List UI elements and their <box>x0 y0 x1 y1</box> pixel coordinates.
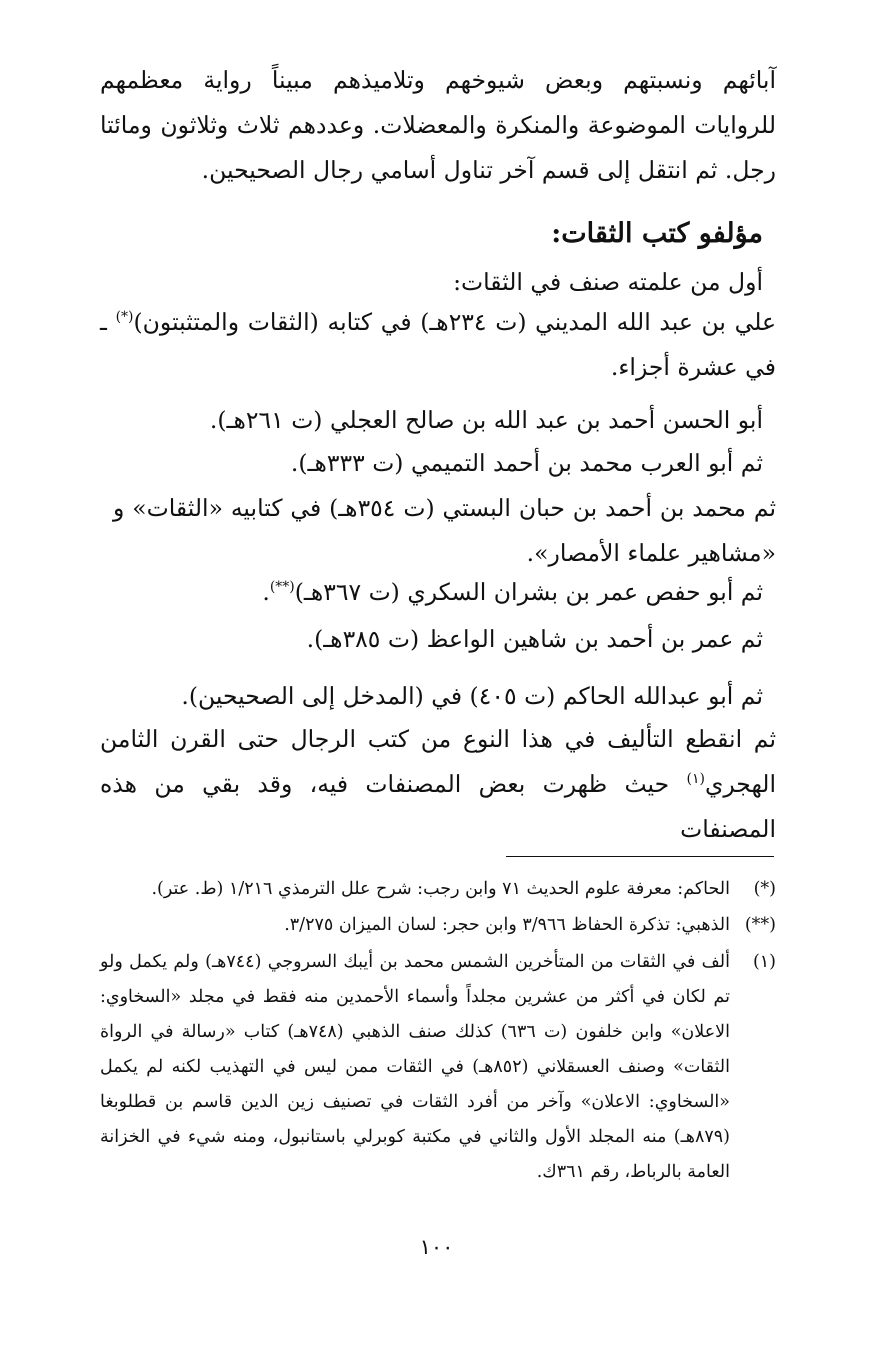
sukkari-entry-tail: . <box>262 578 270 606</box>
footnote-text: ألف في الثقات من المتأخرين الشمس محمد بن أيبك السروجي (٧٤٤هـ) ولم يكمل ولو تم لكان في أكثر من عشرين مجلداً وأسماء الأحمدين منه فقط في مجلد «السخاوي: الاعلان» وابن خلفون (ت ٦٣٦) كذلك صنف الذهبي (٧٤٨هـ) كتاب «رسالة في الرواة الثقات» وصنف العسقلاني (٨٥٢هـ) في الثقات ممن ليس في التهذيب لكنه لم يكمل «السخاوي: الاعلان» وآخر من أفرد الثقات في تصنيف زين الدين قاسم بن قطلوبغا (٨٧٩هـ) منه المجلد الأول والثاني في مكتبة كوبرلي باستانبول، ومنه شيء في الخزانة العامة بالرباط، رقم ٣٦١ك. <box>100 952 730 1182</box>
closing-paragraph-start: ثم انقطع التأليف في هذا النوع من كتب الرجال حتى القرن الثامن الهجري <box>100 725 776 798</box>
sukkari-entry-text: ثم أبو حفص عمر بن بشران السكري (ت ٣٦٧هـ) <box>294 578 763 606</box>
footnote-ref-one[interactable]: (١) <box>686 771 705 788</box>
footnote-one <box>100 945 776 1190</box>
ibn-hibban-entry: ثم محمد بن أحمد بن حبان البستي (ت ٣٥٤هـ) في كتابيه «الثقات» و «مشاهير علماء الأمصار». <box>113 494 776 567</box>
page-number: ١٠٠ <box>419 1235 454 1259</box>
tamimi-entry: ثم أبو العرب محمد بن أحمد التميمي (ت ٣٣٣هـ). <box>290 449 763 477</box>
footnote-double-star <box>100 908 776 943</box>
section-heading: مؤلفو كتب الثقات: <box>551 218 763 249</box>
sukkari-entry <box>262 572 763 612</box>
footnote-ref-double-star[interactable]: (**) <box>269 579 295 596</box>
footnote-text: الذهبي: تذكرة الحفاظ ٣/٩٦٦ وابن حجر: لسان الميزان ٣/٢٧٥. <box>284 915 730 935</box>
ali-entry <box>100 300 776 390</box>
ijli-entry: أبو الحسن أحمد بن عبد الله بن صالح العجلي (ت ٢٦١هـ). <box>209 406 763 434</box>
footnote-mark: (١) <box>752 952 776 972</box>
footnote-text: الحاكم: معرفة علوم الحديث ٧١ وابن رجب: شرح علل الترمذي ١/٢١٦ (ط. عتر). <box>151 879 730 899</box>
closing-paragraph-end: حيث ظهرت بعض المصنفات فيه، وقد بقي من هذه المصنفات <box>100 770 776 843</box>
ibn-shahin-entry: ثم عمر بن أحمد بن شاهين الواعظ (ت ٣٨٥هـ). <box>306 625 763 653</box>
footnote-mark: (**) <box>744 915 776 935</box>
closing-paragraph <box>100 717 776 852</box>
first-author-intro: أول من علمته صنف في الثقات: <box>453 268 763 296</box>
footnote-star <box>100 872 776 907</box>
hakim-entry: ثم أبو عبدالله الحاكم (ت ٤٠٥) في (المدخل إلى الصحيحين). <box>181 682 763 710</box>
footnote-mark: (*) <box>753 879 776 899</box>
footnote-divider <box>506 856 774 857</box>
footnote-ref-star[interactable]: (*) <box>115 309 134 326</box>
intro-paragraph: آبائهم ونسبتهم وبعض شيوخهم وتلاميذهم مبيناً رواية معظمهم للروايات الموضوعة والمنكرة والمعضلات. وعددهم ثلاث وثلاثون ومائتا رجل. ثم انتقل إلى قسم آخر تناول أسامي رجال الصحيحين. <box>100 66 776 184</box>
ali-entry-tail: ـ في عشرة أجزاء. <box>100 308 776 381</box>
ali-entry-text: علي بن عبد الله المديني (ت ٢٣٤هـ) في كتابه (الثقات والمتثبتون) <box>133 308 777 336</box>
